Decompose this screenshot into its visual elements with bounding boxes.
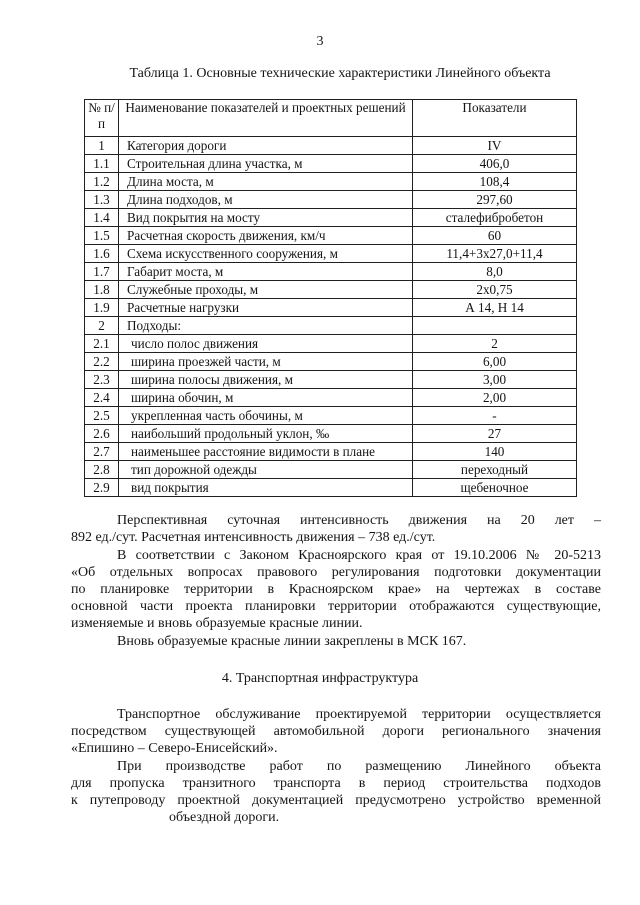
row-value: 60	[413, 227, 577, 245]
row-name: число полос движения	[119, 335, 413, 353]
row-value: 108,4	[413, 173, 577, 191]
header-num: № п/п	[85, 100, 119, 137]
row-name: наименьшее расстояние видимости в плане	[119, 443, 413, 461]
row-name: тип дорожной одежды	[119, 461, 413, 479]
row-name: Вид покрытия на мосту	[119, 209, 413, 227]
row-name: Длина моста, м	[119, 173, 413, 191]
row-value: сталефибробетон	[413, 209, 577, 227]
row-name: Схема искусственного сооружения, м	[119, 245, 413, 263]
row-name: вид покрытия	[119, 479, 413, 497]
row-num: 2.2	[85, 353, 119, 371]
row-name: ширина проезжей части, м	[119, 353, 413, 371]
row-num: 1.4	[85, 209, 119, 227]
row-num: 2.5	[85, 407, 119, 425]
table-row	[85, 191, 577, 209]
row-name: Служебные проходы, м	[119, 281, 413, 299]
table-row	[85, 245, 577, 263]
row-value: 27	[413, 425, 577, 443]
law-line-2: «Об отдельных вопросах правового регулирования подготовки документации	[71, 565, 601, 580]
row-num: 2.4	[85, 389, 119, 407]
table-row	[85, 389, 577, 407]
table-row	[85, 353, 577, 371]
intensity-paragraph	[71, 512, 601, 546]
law-line-5: изменяемые и вновь образуемые красные линии.	[71, 616, 363, 631]
row-num: 2.6	[85, 425, 119, 443]
row-name: укрепленная часть обочины, м	[119, 407, 413, 425]
transport-line-2: посредством существующей автомобильной дороги регионального значения	[71, 724, 601, 739]
table-row	[85, 299, 577, 317]
row-name: наибольший продольный уклон, ‰	[119, 425, 413, 443]
table-row	[85, 173, 577, 191]
row-num: 1.9	[85, 299, 119, 317]
row-num: 2.1	[85, 335, 119, 353]
row-value	[413, 317, 577, 335]
row-name: ширина обочин, м	[119, 389, 413, 407]
row-value: 406,0	[413, 155, 577, 173]
intensity-line-2: 892 ед./сут. Расчетная интенсивность движения – 738 ед./сут.	[71, 530, 436, 545]
row-value: 6,00	[413, 353, 577, 371]
table-row	[85, 443, 577, 461]
row-num: 2.3	[85, 371, 119, 389]
transport-line-3: «Епишино – Северо-Енисейский».	[71, 741, 278, 756]
row-name: Категория дороги	[119, 137, 413, 155]
detour-line-2: для пропуска транзитного транспорта в период строительства подходов	[71, 776, 601, 791]
table-row	[85, 263, 577, 281]
row-num: 2.8	[85, 461, 119, 479]
law-paragraph	[71, 547, 601, 632]
row-name: Подходы:	[119, 317, 413, 335]
row-name: Габарит моста, м	[119, 263, 413, 281]
table-row	[85, 281, 577, 299]
red-lines-paragraph	[71, 633, 601, 650]
row-value: 11,4+3x27,0+11,4	[413, 245, 577, 263]
row-name: Строительная длина участка, м	[119, 155, 413, 173]
row-value: переходный	[413, 461, 577, 479]
row-name: Расчетная скорость движения, км/ч	[119, 227, 413, 245]
law-line-3: по планировке территории в Красноярском крае» на чертежах в составе	[71, 582, 601, 597]
table-row	[85, 461, 577, 479]
row-value: IV	[413, 137, 577, 155]
page-number: 3	[316, 34, 324, 49]
row-num: 2.7	[85, 443, 119, 461]
row-value: 3,00	[413, 371, 577, 389]
row-value: щебеночное	[413, 479, 577, 497]
row-value: 8,0	[413, 263, 577, 281]
law-line-4: основной части проекта планировки территории отображаются существующие,	[71, 599, 601, 614]
law-line-1: В соответствии с Законом Красноярского края от 19.10.2006 № 20-5213	[117, 548, 601, 563]
row-value: 2,00	[413, 389, 577, 407]
row-num: 1.5	[85, 227, 119, 245]
table-header-row	[85, 100, 577, 137]
row-num: 1.1	[85, 155, 119, 173]
row-num: 2	[85, 317, 119, 335]
detour-line-1: При производстве работ по размещению Линейного объекта	[117, 759, 601, 774]
red-lines-line: Вновь образуемые красные линии закреплены в МСК 167.	[117, 634, 467, 649]
row-value: 297,60	[413, 191, 577, 209]
row-num: 1.7	[85, 263, 119, 281]
row-num: 1.8	[85, 281, 119, 299]
row-value: А 14, Н 14	[413, 299, 577, 317]
row-num: 1.2	[85, 173, 119, 191]
row-num: 1.3	[85, 191, 119, 209]
detour-line-4: объездной дороги.	[169, 810, 280, 825]
transport-paragraph	[71, 706, 601, 757]
table-row	[85, 155, 577, 173]
row-value: -	[413, 407, 577, 425]
table-row	[85, 371, 577, 389]
row-name: ширина полосы движения, м	[119, 371, 413, 389]
specs-table	[84, 99, 577, 497]
transport-line-1: Транспортное обслуживание проектируемой территории осуществляется	[117, 707, 601, 722]
table-row	[85, 425, 577, 443]
table-row	[85, 317, 577, 335]
table-row	[85, 227, 577, 245]
row-name: Длина подходов, м	[119, 191, 413, 209]
row-value: 140	[413, 443, 577, 461]
table-row	[85, 209, 577, 227]
intensity-line-1: Перспективная суточная интенсивность движения на 20 лет –	[117, 513, 601, 528]
header-name: Наименование показателей и проектных решений	[119, 100, 413, 137]
detour-line-3: к путепроводу проектной документацией предусмотрено устройство временной	[71, 793, 601, 808]
table-row	[85, 335, 577, 353]
table-row	[85, 407, 577, 425]
row-num: 2.9	[85, 479, 119, 497]
row-value: 2x0,75	[413, 281, 577, 299]
row-name: Расчетные нагрузки	[119, 299, 413, 317]
table-row	[85, 137, 577, 155]
row-value: 2	[413, 335, 577, 353]
header-value: Показатели	[413, 100, 577, 137]
row-num: 1.6	[85, 245, 119, 263]
detour-paragraph	[71, 758, 601, 826]
table-caption: Таблица 1. Основные технические характеристики Линейного объекта	[129, 66, 551, 81]
row-num: 1	[85, 137, 119, 155]
section-title: 4. Транспортная инфраструктура	[221, 671, 419, 686]
table-row	[85, 479, 577, 497]
